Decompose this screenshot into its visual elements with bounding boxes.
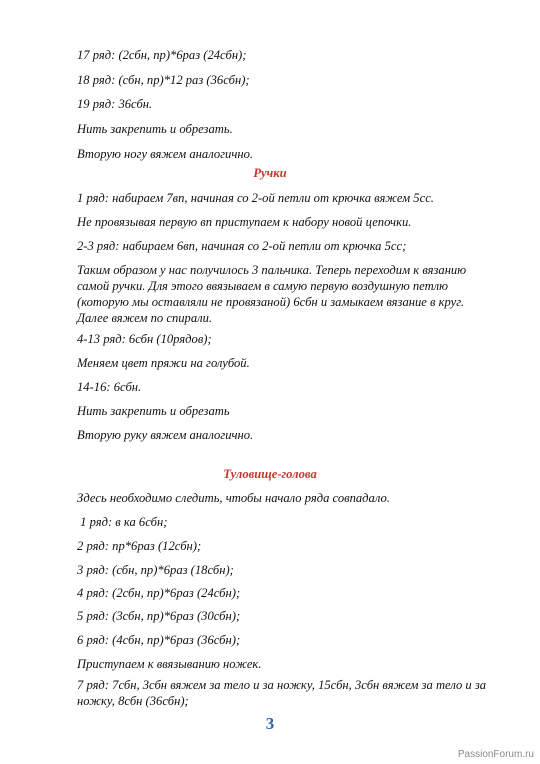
arms-row-4-13-text: 4-13 ряд: 6сбн (10рядов); xyxy=(77,332,212,346)
attach-legs-text: Приступаем к ввязыванию ножек. xyxy=(77,657,262,671)
arms-fasten-off-text: Нить закрепить и обрезать xyxy=(77,404,230,418)
arms-chain-text: Не провязывая первую вп приступаем к набору новой цепочки. xyxy=(77,215,412,229)
paragraph-line: 7 ряд: 7сбн, 3сбн вяжем за тело и за ножку, 15сбн, 3сбн вяжем за тело и за xyxy=(77,678,487,692)
arms-row-14-16-text: 14-16: 6сбн. xyxy=(77,380,142,394)
fasten-off-text: Нить закрепить и обрезать. xyxy=(77,122,233,136)
watermark: PassionForum.ru xyxy=(457,749,534,760)
body-row-2-text: 2 ряд: пр*6раз (12сбн); xyxy=(77,539,202,553)
change-color-text: Меняем цвет пряжи на голубой. xyxy=(77,356,250,370)
row-18-text: 18 ряд: (сбн, пр)*12 раз (36сбн); xyxy=(77,73,250,87)
paragraph-line: самой ручки. Для этого ввязываем в самую первую воздушную петлю xyxy=(77,279,449,293)
body-row-7-paragraph xyxy=(77,677,507,709)
body-row-3-text: 3 ряд: (сбн, пр)*6раз (18сбн); xyxy=(77,563,234,577)
row-17-text: 17 ряд: (2сбн, пр)*6раз (24сбн); xyxy=(77,48,247,62)
second-leg-text: Вторую ногу вяжем аналогично. xyxy=(77,147,254,161)
body-row-6-text: 6 ряд: (4сбн, пр)*6раз (36сбн); xyxy=(77,633,241,647)
paragraph-line: ножку, 8сбн (36сбн); xyxy=(77,694,189,708)
body-row-4-text: 4 ряд: (2сбн, пр)*6раз (24сбн); xyxy=(77,586,241,600)
section-heading-body-head: Туловище-голова xyxy=(223,467,317,481)
page-number: 3 xyxy=(265,714,275,733)
row-19-text: 19 ряд: 36сбн. xyxy=(77,97,153,111)
paragraph-line: Далее вяжем по спирали. xyxy=(77,311,213,325)
second-arm-text: Вторую руку вяжем аналогично. xyxy=(77,428,254,442)
body-row-5-text: 5 ряд: (3сбн, пр)*6раз (30сбн); xyxy=(77,609,241,623)
arms-row-2-3-text: 2-3 ряд: набираем 6вп, начиная со 2-ой петли от крючка 5сс; xyxy=(77,239,407,253)
paragraph-line: Таким образом у нас получилось 3 пальчика. Теперь переходим к вязанию xyxy=(77,263,467,277)
paragraph-line: (которую мы оставляли не провязаной) 6сбн и замыкаем вязание в круг. xyxy=(77,295,465,309)
section-heading-arms: Ручки xyxy=(253,166,287,180)
arms-instructions-paragraph xyxy=(77,262,507,326)
body-note-text: Здесь необходимо следить, чтобы начало ряда совпадало. xyxy=(77,491,390,505)
body-row-1-text: 1 ряд: в ка 6сбн; xyxy=(77,515,168,529)
arms-row-1-text: 1 ряд: набираем 7вп, начиная со 2-ой петли от крючка вяжем 5сс. xyxy=(77,191,434,205)
